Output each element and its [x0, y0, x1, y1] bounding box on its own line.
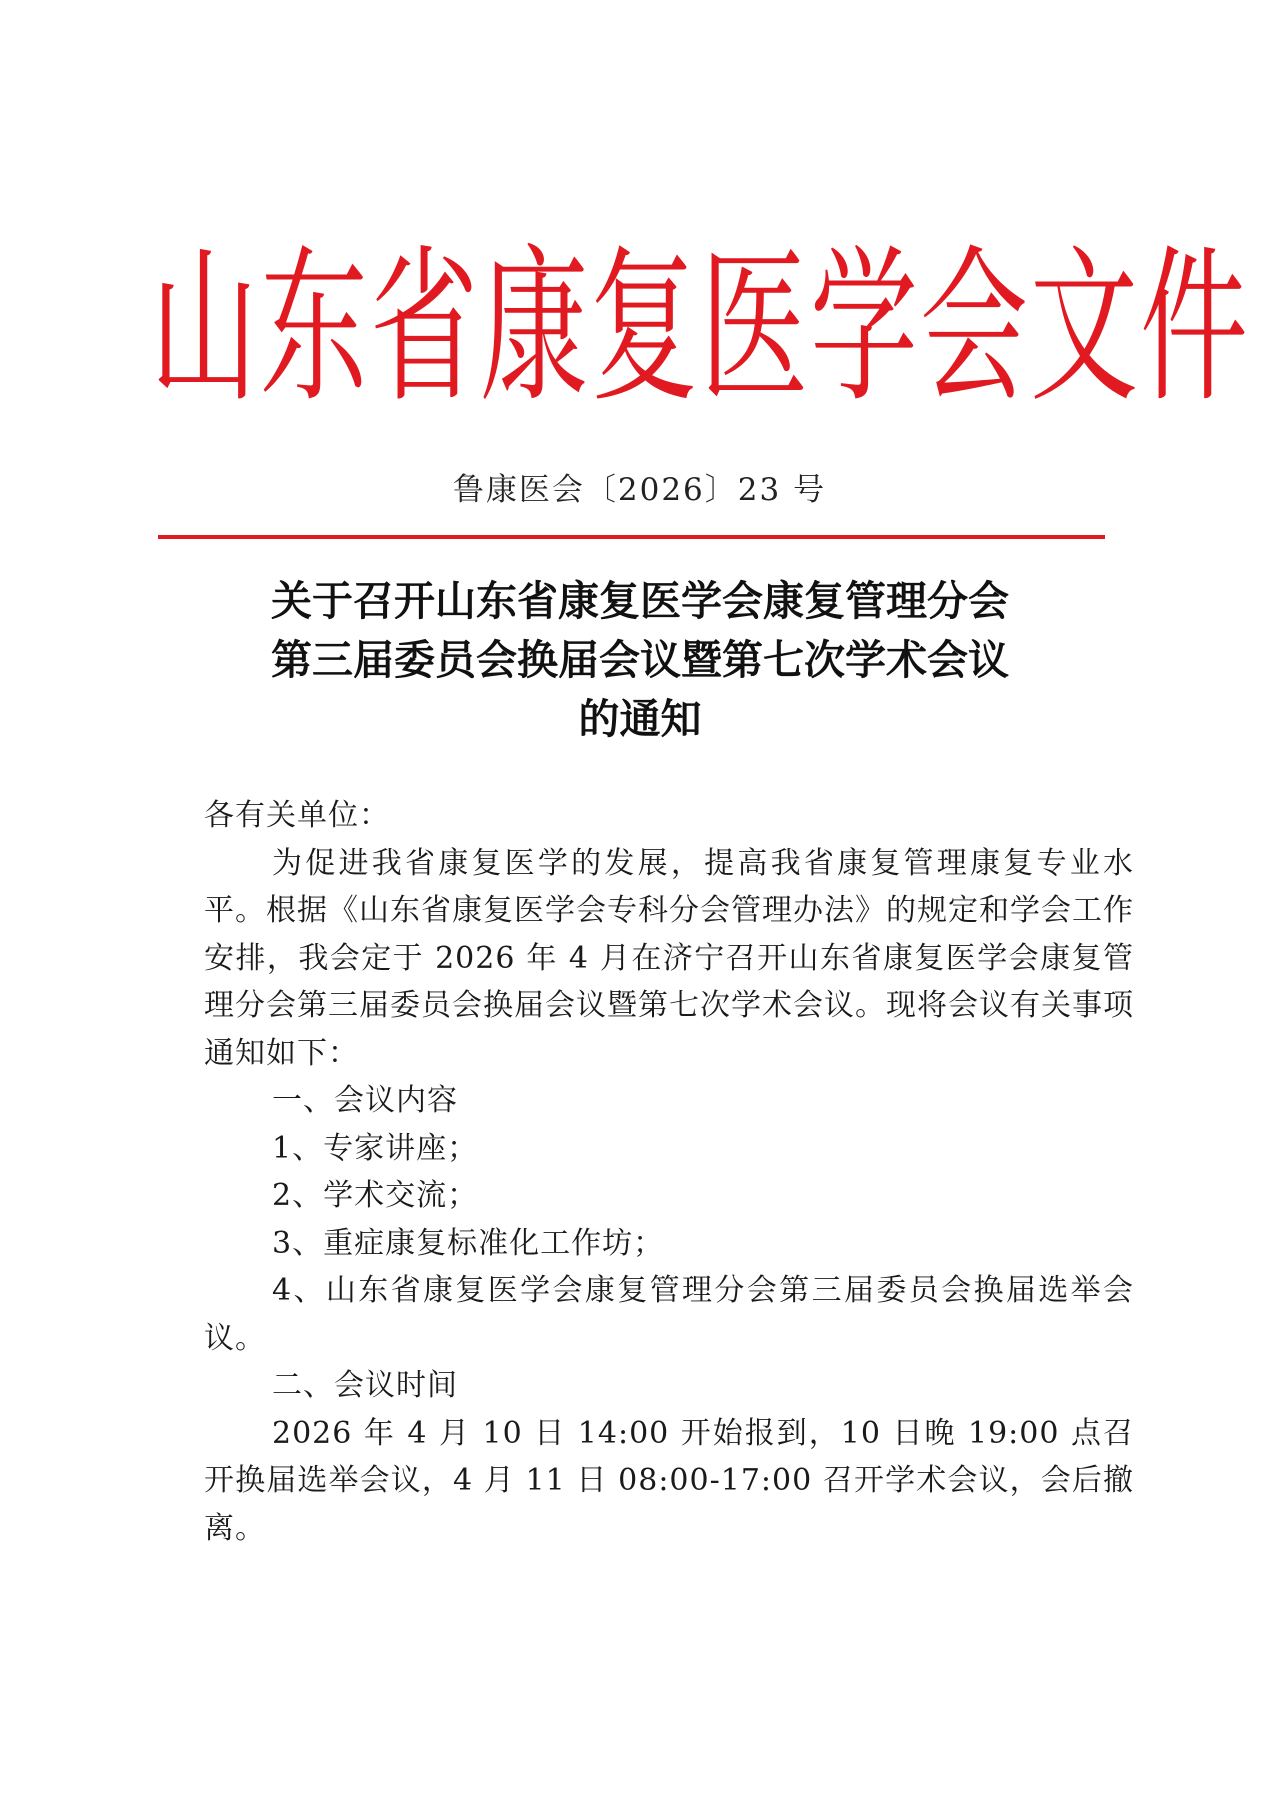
title-line-1: 关于召开山东省康复医学会康复管理分会 — [271, 577, 1009, 625]
section-heading-content: 一、会议内容 — [272, 1083, 458, 1118]
salutation: 各有关单位： — [204, 798, 390, 833]
section-heading-time: 二、会议时间 — [272, 1368, 458, 1403]
red-divider-rule — [158, 535, 1105, 539]
intro-paragraph: 为促进我省康复医学的发展，提高我省康复管理康复专业水平。根据《山东省康复医学会专科分会管理办法》的规定和学会工作安排，我会定于 2026 年 4 月在济宁召开山东省康复医学会康复管理分会第三届委员会换届会议暨第七次学术会议。现将会议有关事项通知如下： — [204, 845, 1134, 1071]
title-line-2: 第三届委员会换届会议暨第七次学术会议 — [271, 636, 1009, 684]
notice-title — [160, 572, 1120, 749]
document-number: 鲁康医会〔2026〕23 号 — [452, 472, 827, 508]
notice-body — [204, 792, 1134, 1552]
list-item: 4、山东省康复医学会康复管理分会第三届委员会换届选举会议。 — [204, 1273, 1134, 1356]
list-item: 1、专家讲座； — [272, 1130, 479, 1166]
masthead-title: 山东省康复医学会文件 — [150, 231, 1251, 426]
list-item: 2、学术交流； — [272, 1178, 479, 1213]
time-paragraph: 2026 年 4 月 10 日 14:00 开始报到，10 日晚 19:00 点召开换届选举会议，4 月 11 日 08:00-17:00 召开学术会议，会后撤离。 — [204, 1415, 1134, 1546]
title-line-3: 的通知 — [578, 695, 702, 743]
list-item: 3、重症康复标准化工作坊； — [272, 1225, 665, 1261]
